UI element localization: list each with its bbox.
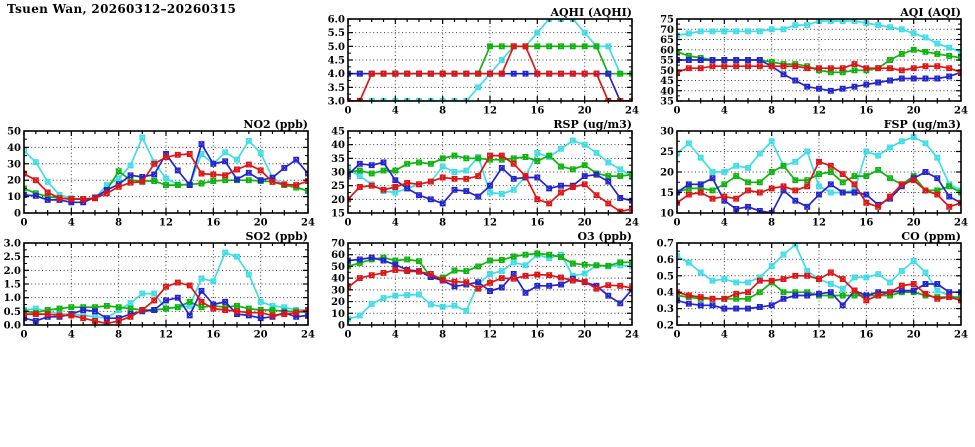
y-tick-label: 65 [660,35,674,46]
chart-title: O3 (ppb) [577,230,632,243]
y-tick-label: 55 [660,55,674,67]
y-tick-label: 20 [331,194,345,206]
y-tick-label: 40 [331,273,345,285]
y-tick-label: 45 [660,76,674,87]
y-tick-label: 0.7 [656,238,674,250]
x-tick-label: 8 [115,217,123,229]
y-tick-label: 15 [331,208,345,220]
series-line-cyan [24,138,308,200]
y-tick-label: 10 [660,208,674,220]
y-tick-label: 3.0 [327,96,345,108]
y-tick-label: 45 [331,126,345,138]
y-tick-label: 75 [660,14,674,26]
x-tick-label: 12 [812,329,826,341]
x-tick-label: 4 [720,217,728,229]
x-tick-label: 20 [906,105,921,117]
x-tick-label: 0 [673,329,681,341]
chart-title: AQHI (AQHI) [550,6,632,19]
x-tick-label: 0 [673,105,681,117]
y-tick-label: 70 [660,24,674,36]
y-tick-label: 0.0 [3,320,21,332]
y-tick-label: 6.0 [327,14,345,26]
series-red [346,44,635,103]
y-tick-label: 50 [660,65,674,77]
x-tick-label: 24 [301,217,315,229]
x-tick-label: 12 [812,105,826,117]
chart-aqi [660,6,968,117]
y-tick-label: 3.0 [3,238,21,250]
series-blue [675,282,964,311]
y-tick-label: 4.5 [327,55,345,67]
x-tick-label: 4 [391,217,399,229]
y-tick-label: 0.5 [656,271,674,283]
y-tick-label: 5.5 [327,28,345,40]
chart-title: AQI (AQI) [900,6,961,19]
y-tick-label: 2.5 [3,252,21,264]
y-tick-label: 30 [7,159,21,171]
y-tick-label: 3.5 [327,82,345,94]
y-tick-label: 30 [331,167,345,179]
chart-title: NO2 (ppb) [243,118,308,131]
y-tick-label: 20 [331,297,345,309]
x-tick-label: 16 [530,105,545,117]
chart-aqhi [328,6,639,117]
x-tick-label: 20 [577,329,592,341]
y-tick-label: 40 [331,140,345,152]
x-tick-label: 12 [159,329,173,341]
series-markers-cyan [22,135,311,201]
x-tick-label: 0 [344,105,352,117]
x-tick-label: 0 [20,329,28,341]
page-title: Tsuen Wan, 20260312–20260315 [7,2,237,16]
x-tick-label: 8 [768,105,776,117]
y-tick-label: 10 [331,308,345,320]
x-tick-label: 20 [577,105,592,117]
x-tick-label: 8 [115,329,123,341]
series-blue [346,160,635,206]
y-tick-label: 20 [7,175,21,187]
x-tick-label: 8 [768,217,776,229]
x-tick-label: 4 [67,217,75,229]
chart-o3 [331,230,639,341]
x-tick-label: 0 [673,217,681,229]
y-tick-label: 20 [660,167,674,179]
y-tick-label: 60 [331,250,345,262]
x-tick-label: 24 [625,217,639,229]
y-tick-label: 1.5 [3,279,21,291]
series-line-cyan [677,21,961,52]
y-tick-label: 0 [338,320,345,332]
y-tick-label: 0 [14,208,21,220]
x-tick-label: 4 [720,105,728,117]
x-tick-label: 4 [720,329,728,341]
y-tick-label: 2.0 [3,265,21,277]
y-tick-label: 25 [660,147,674,158]
x-tick-label: 12 [483,105,497,117]
series-markers-blue [22,142,311,205]
y-tick-label: 60 [660,45,674,57]
y-tick-label: 0.4 [656,287,674,299]
x-tick-label: 12 [483,217,497,229]
y-tick-label: 0.6 [656,254,674,266]
chart-so2 [4,230,315,341]
x-tick-label: 16 [859,329,874,341]
y-tick-label: 35 [660,96,674,108]
x-tick-label: 20 [906,329,921,341]
x-tick-label: 16 [859,105,874,117]
series-cyan [346,17,635,104]
y-tick-label: 40 [7,142,21,154]
chart-co [657,230,968,341]
x-tick-label: 0 [344,329,352,341]
x-tick-label: 24 [301,329,315,341]
y-tick-label: 4.0 [327,69,345,81]
x-tick-label: 12 [812,217,826,229]
chart-title: SO2 (ppb) [245,230,308,243]
x-tick-label: 0 [344,217,352,229]
y-tick-label: 1.0 [3,293,21,305]
x-tick-label: 16 [530,329,545,341]
chart-fsp [660,118,968,229]
y-tick-label: 30 [660,126,674,138]
x-tick-label: 24 [954,329,968,341]
chart-title: FSP (ug/m3) [883,118,961,131]
y-tick-label: 35 [331,153,345,165]
x-tick-label: 12 [159,217,173,229]
x-tick-label: 24 [625,105,639,117]
x-tick-label: 24 [625,329,639,341]
series-markers-blue [346,160,635,206]
x-tick-label: 16 [206,217,221,229]
y-tick-label: 40 [660,86,674,98]
x-tick-label: 16 [859,217,874,229]
y-tick-label: 0.5 [3,306,21,318]
x-tick-label: 24 [954,105,968,117]
x-tick-label: 24 [954,217,968,229]
y-tick-label: 30 [331,285,345,297]
x-tick-label: 12 [483,329,497,341]
y-tick-label: 10 [7,192,21,204]
x-tick-label: 16 [206,329,221,341]
y-tick-label: 0.3 [656,304,674,316]
y-tick-label: 5.0 [327,41,345,53]
x-tick-label: 4 [391,105,399,117]
x-tick-label: 4 [67,329,75,341]
x-tick-label: 0 [20,217,28,229]
series-markers-cyan [346,17,635,104]
series-cyan [22,135,311,201]
x-tick-label: 8 [768,329,776,341]
chart-rsp [331,118,639,229]
y-tick-label: 15 [660,188,674,199]
y-tick-label: 70 [331,238,345,250]
plot-border [677,243,961,325]
x-tick-label: 20 [906,217,921,229]
chart-title: RSP (ug/m3) [553,118,632,131]
series-blue [22,142,311,205]
x-tick-label: 8 [439,105,447,117]
y-tick-label: 0.2 [656,320,674,332]
chart-title: CO (ppm) [901,230,961,243]
x-tick-label: 20 [253,329,268,341]
chart-no2 [7,118,315,229]
y-tick-label: 50 [331,261,345,273]
x-tick-label: 4 [391,329,399,341]
x-tick-label: 20 [253,217,268,229]
x-tick-label: 16 [530,217,545,229]
x-tick-label: 20 [577,217,592,229]
y-tick-label: 50 [7,126,21,138]
y-tick-label: 25 [331,181,345,193]
x-tick-label: 8 [439,217,447,229]
x-tick-label: 8 [439,329,447,341]
